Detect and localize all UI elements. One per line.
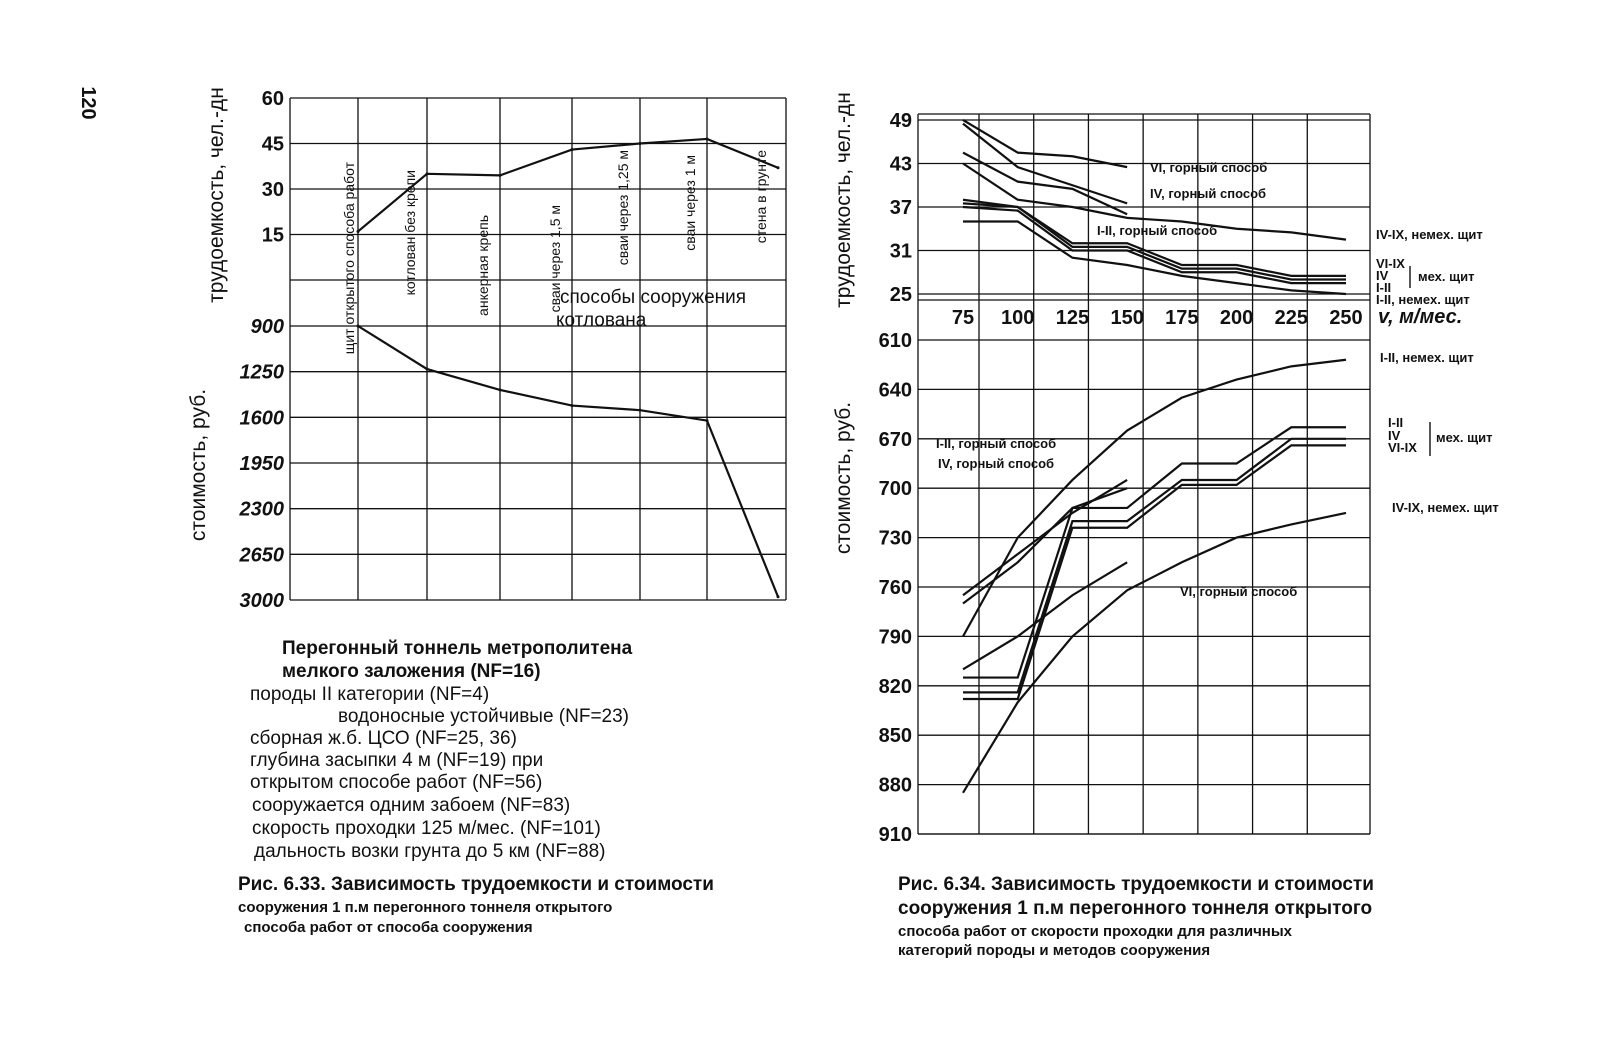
labor-series-6 — [963, 207, 1346, 283]
cost-tick-label-900: 900 — [250, 316, 284, 338]
cost-tick-label-820: 820 — [878, 675, 912, 698]
fig634-caption — [898, 874, 1374, 959]
cost-tick-label-880: 880 — [878, 774, 912, 797]
labor-tick-label-60: 60 — [261, 88, 284, 110]
labor-tick-label-31: 31 — [889, 240, 912, 263]
figure-6-34 — [832, 92, 1499, 959]
fig634-caption-3: способа работ от скорости проходки для различных — [898, 923, 1292, 940]
labor-tick-label-45: 45 — [261, 133, 284, 156]
x-tick-label-125: 125 — [1055, 307, 1090, 329]
cost-tick-label-730: 730 — [878, 527, 912, 550]
fig633-caption-3: способа работ от способа сооружения — [244, 919, 533, 936]
fig633-note-7: открытом способе работ (NF=56) — [250, 772, 543, 793]
cost-tick-label-850: 850 — [878, 725, 912, 748]
cost-point-0 — [357, 325, 360, 328]
fig633-note-6: глубина засыпки 4 м (NF=19) при — [250, 750, 544, 771]
method-label-6: стена в грунте — [753, 150, 769, 244]
labor-tick-label-15: 15 — [261, 224, 284, 247]
labor-point-4 — [639, 142, 642, 145]
fig633-caption — [238, 874, 714, 936]
fig633-caption-2: сооружения 1 п.м перегонного тоннеля открытого — [238, 899, 613, 916]
label-i-ii-mech-cost: I-II — [1388, 415, 1404, 430]
cost-tick-label-640: 640 — [878, 379, 912, 402]
label-iv-labor: IV — [1376, 268, 1389, 283]
method-label-2: анкерная крепь — [475, 215, 491, 316]
labor-tick-label-49: 49 — [889, 110, 912, 132]
fig634-caption-1: Рис. 6.34. Зависимость трудоемкости и стоимости — [898, 874, 1374, 895]
fig633-x-title-line2: котлована — [556, 310, 647, 331]
fig633-note-title-2: мелкого заложения (NF=16) — [282, 661, 541, 682]
x-tick-label-100: 100 — [1001, 307, 1035, 329]
fig634-caption-2: сооружения 1 п.м перегонного тоннеля открытого — [898, 898, 1373, 919]
method-label-1: котлован без крепи — [402, 170, 418, 296]
label-i-ii-labor: I-II — [1376, 280, 1392, 295]
cost-point-1 — [426, 368, 429, 371]
fig634-cost-labels — [936, 350, 1499, 599]
fig633-notes — [250, 638, 633, 862]
labor-point-1 — [426, 172, 429, 175]
fig634-labor-y-axis-label: трудоемкость, чел.-дн — [832, 92, 855, 308]
method-label-4: сваи через 1,25 м — [615, 150, 631, 266]
fig634-x-ticks — [952, 307, 1363, 329]
fig633-caption-1: Рис. 6.33. Зависимость трудоемкости и стоимости — [238, 874, 714, 895]
cost-tick-label-2650: 2650 — [239, 544, 284, 567]
label-vi-ix-labor: VI-IX — [1376, 256, 1405, 271]
label-i-ii-mining-labor: I-II, горный способ — [1097, 223, 1218, 238]
method-label-3: сваи через 1,5 м — [547, 205, 563, 313]
fig634-x-axis-label: v, м/мес. — [1378, 306, 1463, 328]
cost-tick-label-910: 910 — [878, 824, 912, 846]
labor-series-5 — [963, 203, 1346, 279]
fig634-labor-labels — [1097, 160, 1483, 307]
label-i-ii-nonmech-labor: I-II, немех. щит — [1376, 292, 1470, 307]
figure-6-33 — [187, 87, 786, 936]
cost-tick-label-760: 760 — [878, 577, 912, 599]
cost-tick-label-700: 700 — [878, 478, 912, 501]
labor-point-3 — [571, 148, 574, 151]
cost-point-3 — [571, 404, 574, 407]
cost-tick-label-1950: 1950 — [239, 453, 284, 475]
fig634-caption-4: категорий породы и методов сооружения — [898, 942, 1211, 959]
cost-tick-label-610: 610 — [878, 330, 912, 352]
label-iv-ix-nonmech-labor: IV-IX, немех. щит — [1376, 227, 1483, 242]
fig633-grid — [290, 98, 786, 600]
fig633-method-labels — [341, 150, 769, 354]
fig633-note-5: сборная ж.б. ЦСО (NF=25, 36) — [250, 728, 517, 749]
fig633-labor-y-axis-label: трудоемкость, чел.-дн — [205, 87, 228, 303]
cost-tick-label-790: 790 — [878, 626, 912, 649]
fig633-note-8: сооружается одним забоем (NF=83) — [252, 795, 571, 816]
label-vi-mining-labor: VI, горный способ — [1150, 160, 1268, 175]
label-i-ii-nonmech-cost: I-II, немех. щит — [1380, 350, 1474, 365]
cost-point-5 — [706, 419, 709, 422]
cost-series-2 — [963, 488, 1127, 603]
labor-line — [358, 139, 778, 232]
labor-point-2 — [499, 174, 502, 177]
label-i-ii-mining-cost: I-II, горный способ — [936, 436, 1057, 451]
fig633-labor-y-ticks — [262, 88, 284, 247]
labor-point-5 — [706, 137, 709, 140]
labor-point-0 — [357, 230, 360, 233]
method-label-5: сваи через 1 м — [682, 155, 698, 251]
fig634-cost-series — [963, 360, 1346, 793]
fig633-labor-series — [357, 137, 780, 233]
fig634-labor-y-ticks — [890, 110, 912, 306]
cost-point-4 — [639, 409, 642, 412]
x-tick-label-175: 175 — [1165, 307, 1199, 329]
label-iv-mining-labor: IV, горный способ — [1150, 186, 1267, 201]
fig633-note-4: водоносные устойчивые (NF=23) — [338, 706, 630, 727]
label-vi-mining-cost: VI, горный способ — [1180, 584, 1298, 599]
fig633-note-3: породы II категории (NF=4) — [250, 684, 490, 705]
method-label-0: щит открытого способа работ — [341, 162, 357, 355]
label-iv-mining-cost: IV, горный способ — [938, 456, 1055, 471]
cost-series-6 — [963, 562, 1127, 669]
cost-series-5 — [963, 445, 1346, 699]
x-tick-label-150: 150 — [1110, 307, 1144, 329]
cost-point-2 — [499, 388, 502, 391]
label-mech-shield-cost: мех. щит — [1436, 430, 1493, 445]
label-mech-shield-labor: мех. щит — [1418, 269, 1475, 284]
label-vi-ix-mech-cost: VI-IX — [1388, 440, 1417, 455]
cost-tick-label-1250: 1250 — [239, 361, 284, 384]
fig633-note-9: скорость проходки 125 м/мес. (NF=101) — [252, 818, 601, 839]
labor-tick-label-37: 37 — [889, 197, 912, 219]
x-tick-label-75: 75 — [951, 307, 975, 329]
label-iv-ix-nonmech-cost: IV-IX, немех. щит — [1392, 500, 1499, 515]
fig634-cost-y-axis-label: стоимость, руб. — [832, 401, 855, 555]
fig633-note-10: дальность возки грунта до 5 км (NF=88) — [254, 841, 606, 862]
fig633-note-title-1: Перегонный тоннель метрополитена — [282, 638, 633, 659]
labor-tick-label-43: 43 — [889, 153, 912, 176]
fig633-cost-y-axis-label: стоимость, руб. — [187, 388, 210, 542]
fig633-cost-y-ticks — [239, 316, 285, 612]
labor-tick-label-25: 25 — [889, 284, 912, 306]
cost-point-6 — [777, 595, 780, 598]
labor-tick-label-30: 30 — [261, 179, 284, 201]
cost-series-4 — [963, 439, 1346, 693]
cost-series-7 — [963, 513, 1346, 793]
x-tick-label-225: 225 — [1274, 307, 1308, 329]
x-tick-label-250: 250 — [1329, 307, 1363, 329]
labor-point-6 — [777, 166, 780, 169]
fig633-cost-series — [357, 325, 780, 599]
fig633-x-title-line1: способы сооружения — [560, 287, 747, 308]
page-number: 120 — [77, 86, 99, 120]
label-iv-mech-cost: IV — [1388, 428, 1401, 443]
cost-tick-label-3000: 3000 — [239, 590, 284, 612]
cost-tick-label-2300: 2300 — [239, 498, 284, 521]
fig634-cost-y-ticks — [879, 330, 912, 846]
cost-line — [358, 326, 778, 597]
x-tick-label-200: 200 — [1219, 307, 1254, 329]
cost-tick-label-670: 670 — [878, 428, 912, 451]
cost-tick-label-1600: 1600 — [239, 407, 284, 430]
